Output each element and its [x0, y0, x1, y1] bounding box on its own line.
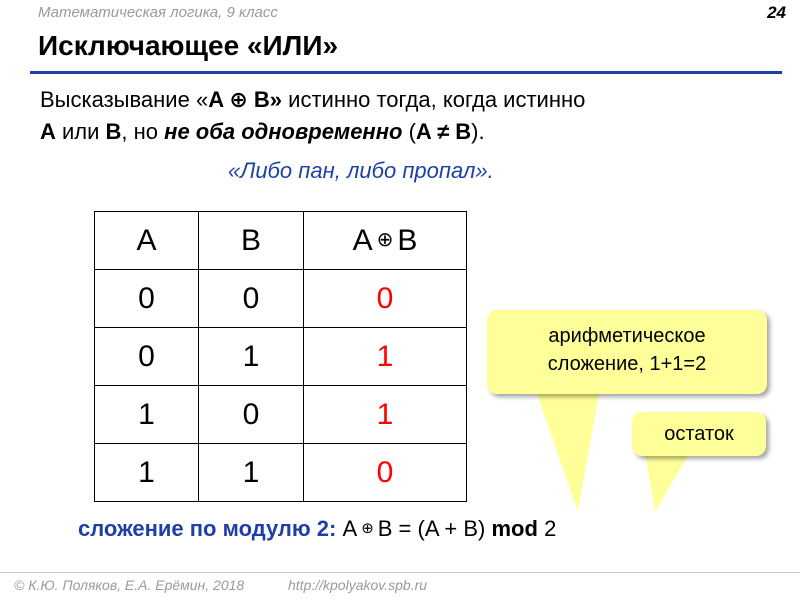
callout-tail-remainder — [645, 452, 690, 512]
statement-neq: A ≠ B — [415, 119, 472, 144]
formula-var-a: A — [342, 516, 358, 541]
page-number: 24 — [767, 3, 786, 22]
statement-var-a: A — [40, 119, 56, 144]
cell-a: 1 — [95, 386, 199, 444]
statement-part: или — [55, 119, 106, 144]
footer-authors: © К.Ю. Поляков, Е.А. Ерёмин, 2018 — [14, 577, 245, 593]
statement-part: Высказывание « — [40, 87, 209, 112]
statement-var-b: B — [105, 119, 122, 144]
callout-arith-line2: сложение, 1+1=2 — [547, 353, 707, 375]
cell-a: 1 — [95, 444, 199, 502]
course-title: Математическая логика, 9 класс — [38, 4, 278, 21]
callout-arith-line1: арифметическое — [548, 325, 706, 347]
formula-mod: mod — [491, 516, 538, 541]
header-xor-a: A — [352, 223, 373, 257]
statement-part: , но — [121, 119, 165, 144]
formula-label: сложение по модулю 2: — [78, 516, 337, 541]
callout-tail-arith — [535, 388, 600, 512]
formula-rhs: B = (A + B) — [377, 516, 486, 541]
cell-result: 1 — [304, 328, 467, 386]
header-b: B — [199, 212, 304, 270]
cell-result: 0 — [304, 270, 467, 328]
statement-expr: A ⊕ B» — [208, 87, 283, 112]
header-a: A — [95, 212, 199, 270]
callout-arithmetic — [487, 310, 767, 394]
formula-line — [78, 516, 556, 542]
callout-remainder: остаток — [632, 412, 766, 456]
cell-result: 1 — [304, 386, 467, 444]
footer-divider — [0, 572, 800, 573]
statement-part: истинно тогда, когда истинно — [282, 87, 586, 112]
cell-b: 1 — [199, 328, 304, 386]
statement-emphasis: не оба одновременно — [164, 119, 403, 144]
cell-result: 0 — [304, 444, 467, 502]
proverb: «Либо пан, либо пропал». — [228, 158, 494, 183]
cell-b: 0 — [199, 386, 304, 444]
xor-symbol-icon: ⊕ — [361, 520, 374, 537]
slide-title: Исключающее «ИЛИ» — [38, 30, 339, 61]
cell-a: 0 — [95, 328, 199, 386]
cell-b: 0 — [199, 270, 304, 328]
cell-b: 1 — [199, 444, 304, 502]
cell-a: 0 — [95, 270, 199, 328]
xor-symbol-icon: ⊕ — [376, 228, 394, 251]
header-xor-b: B — [397, 223, 418, 257]
footer-url[interactable]: http://kpolyakov.spb.ru — [288, 577, 428, 593]
statement-part: ). — [471, 119, 485, 144]
formula-modulus: 2 — [544, 516, 557, 541]
statement-part: ( — [402, 119, 416, 144]
